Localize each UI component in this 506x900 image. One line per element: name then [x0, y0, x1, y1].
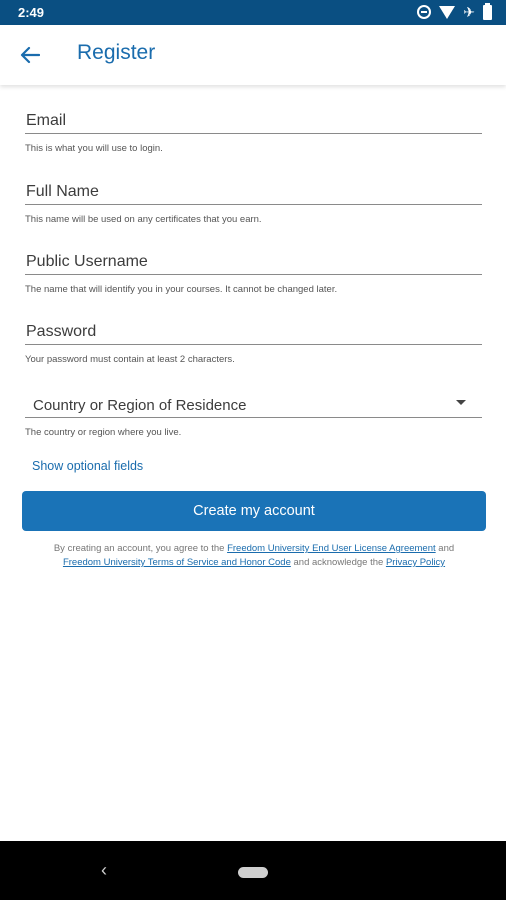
- public-username-help: The name that will identify you in your courses. It cannot be changed later.: [25, 284, 338, 295]
- terms-text: [22, 542, 486, 570]
- country-label: Country or Region of Residence: [33, 397, 247, 414]
- email-help: This is what you will use to login.: [25, 143, 163, 154]
- privacy-policy-link[interactable]: Privacy Policy: [385, 557, 446, 568]
- country-help: The country or region where you live.: [25, 427, 182, 438]
- do-not-disturb-icon: [417, 5, 431, 19]
- system-nav-bar: [0, 841, 506, 900]
- show-optional-fields-link[interactable]: Show optional fields: [32, 459, 144, 473]
- create-account-button[interactable]: Create my account: [22, 491, 486, 531]
- email-label: Email: [26, 112, 67, 129]
- terms-and: and: [438, 543, 455, 554]
- terms-of-service-link[interactable]: Freedom University Terms of Service and Honor Code: [62, 557, 291, 568]
- password-help: Your password must contain at least 2 characters.: [25, 354, 235, 365]
- status-time: 2:49: [18, 5, 45, 20]
- back-button[interactable]: [14, 39, 46, 71]
- full-name-field[interactable]: [25, 181, 482, 225]
- status-icons: [417, 4, 492, 20]
- back-arrow-icon: [20, 46, 40, 64]
- nav-home-pill[interactable]: [238, 867, 268, 878]
- status-bar: [0, 0, 506, 25]
- password-field[interactable]: [25, 321, 482, 365]
- airplane-icon: ✈: [463, 4, 475, 20]
- public-username-field[interactable]: [25, 251, 482, 295]
- page-title: Register: [77, 41, 156, 64]
- terms-prefix: By creating an account, you agree to the: [53, 543, 225, 554]
- country-select[interactable]: [25, 394, 482, 438]
- password-label: Password: [26, 323, 97, 340]
- dropdown-arrow-icon[interactable]: [456, 400, 466, 405]
- public-username-label: Public Username: [26, 253, 148, 270]
- eula-link[interactable]: Freedom University End User License Agreement: [227, 543, 436, 554]
- email-field[interactable]: [25, 110, 482, 154]
- battery-icon: [483, 5, 492, 20]
- app-bar: [0, 25, 506, 85]
- full-name-help: This name will be used on any certificates that you earn.: [25, 214, 262, 225]
- terms-acknowledge: and acknowledge the: [293, 557, 384, 568]
- full-name-label: Full Name: [26, 183, 99, 200]
- wifi-icon: [439, 6, 455, 19]
- nav-back-icon[interactable]: ‹: [101, 860, 107, 880]
